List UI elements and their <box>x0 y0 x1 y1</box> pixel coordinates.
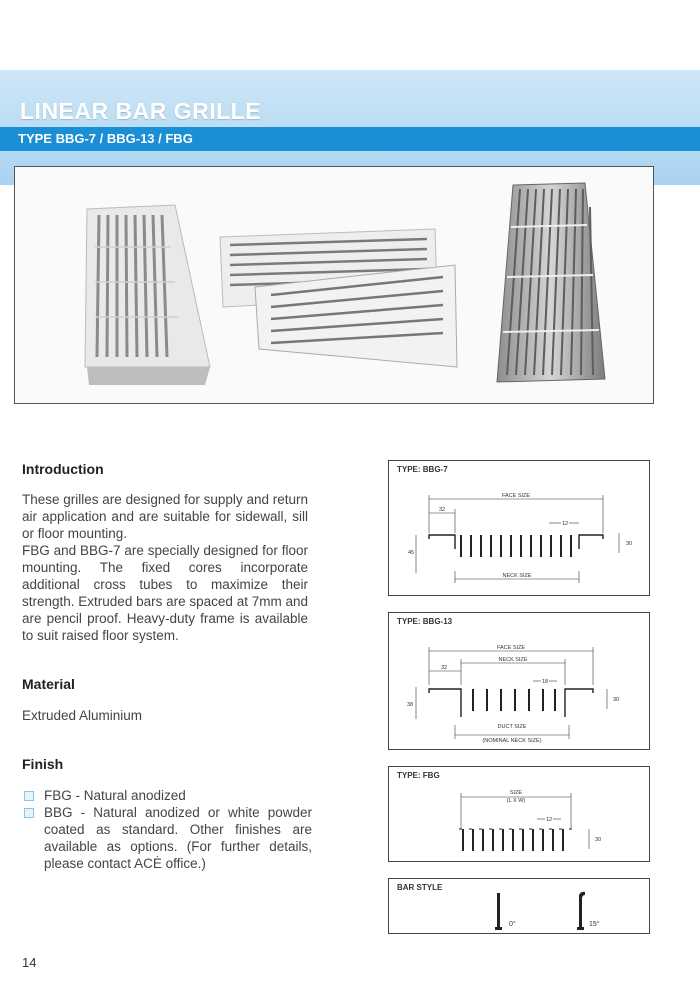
duct-size-label: DUCT SIZE <box>497 724 527 730</box>
face-size-label: FACE SIZE <box>501 493 531 499</box>
checkbox-bullet-icon <box>24 791 34 801</box>
dim-30-label: 30 <box>613 697 620 703</box>
finish-list <box>22 787 312 872</box>
diagram-bbg13-label: TYPE: BBG-13 <box>397 617 453 626</box>
size-label: SIZE <box>509 790 523 796</box>
neck-size-label: NECK SIZE <box>502 573 532 579</box>
grille-photo-left <box>85 205 210 385</box>
bbg7-section-drawing <box>389 461 651 597</box>
dim-38-label: 38 <box>406 702 414 708</box>
checkbox-bullet-icon <box>24 808 34 818</box>
finish-item-bbg <box>22 804 312 872</box>
introduction-heading: Introduction <box>22 461 104 477</box>
dim-12-label: 12 <box>561 521 569 527</box>
dim-32-label: 32 <box>440 665 448 671</box>
dim-30-label: 30 <box>595 837 602 843</box>
page-title: LINEAR BAR GRILLE <box>20 98 262 124</box>
angle-0-label: 0° <box>509 921 516 928</box>
diagram-fbg-label: TYPE: FBG <box>397 771 440 780</box>
bbg7-bars <box>461 535 571 557</box>
finish-item-fbg <box>22 787 312 804</box>
introduction-paragraph-1: These grilles are designed for supply and return air application and are suitable for sidewall, sill or floor mounting. <box>22 492 308 541</box>
bar-profile-0-icon <box>495 893 502 930</box>
diagram-bbg7 <box>388 460 650 596</box>
angle-15-label: 15° <box>589 921 600 928</box>
fbg-bars <box>463 829 563 851</box>
grille-photo-middle <box>220 229 457 367</box>
nominal-neck-size-label: (NOMINAL NECK SIZE) <box>482 738 542 744</box>
dim-12-label: 12 <box>545 817 553 823</box>
material-heading: Material <box>22 676 75 692</box>
grille-photo-right <box>497 183 605 382</box>
size-lw-label: (L X W) <box>506 798 526 804</box>
diagram-bbg7-label: TYPE: BBG-7 <box>397 465 448 474</box>
finish-item-text: BBG - Natural anodized or white powder coated as standard. Other finishes are available as options. (For further details, please contact ACĖ office.) <box>44 805 312 871</box>
dim-32-label: 32 <box>438 507 446 513</box>
fbg-section-drawing <box>389 767 651 863</box>
dim-30-label: 30 <box>626 541 633 547</box>
product-photo-panel <box>14 166 654 404</box>
diagram-fbg <box>388 766 650 862</box>
dim-45-label: 45 <box>407 550 415 556</box>
face-size-label: FACE SIZE <box>496 645 526 651</box>
finish-item-text: FBG - Natural anodized <box>44 788 186 803</box>
product-photos-illustration <box>15 167 655 405</box>
bar-profile-15-icon <box>577 892 585 930</box>
introduction-paragraph-2: FBG and BBG-7 are specially designed for floor mounting. The fixed cores incorporate additional cross tubes to maximize their strength. Extruded bars are spaced at 7mm and are pencil proof. Heavy-duty frame is available to suit raised floor system. <box>22 543 308 643</box>
page-number: 14 <box>22 955 37 970</box>
diagram-bar-style <box>388 878 650 934</box>
finish-heading: Finish <box>22 756 64 772</box>
page-subtitle: TYPE BBG-7 / BBG-13 / FBG <box>18 131 193 146</box>
dim-18-label: 18 <box>541 679 549 685</box>
bar-style-label: BAR STYLE <box>397 883 443 892</box>
neck-size-label: NECK SIZE <box>498 657 528 663</box>
material-text: Extruded Aluminium <box>22 708 143 723</box>
bbg13-section-drawing <box>389 613 651 751</box>
diagram-bbg13 <box>388 612 650 750</box>
bbg13-bars <box>473 689 555 711</box>
